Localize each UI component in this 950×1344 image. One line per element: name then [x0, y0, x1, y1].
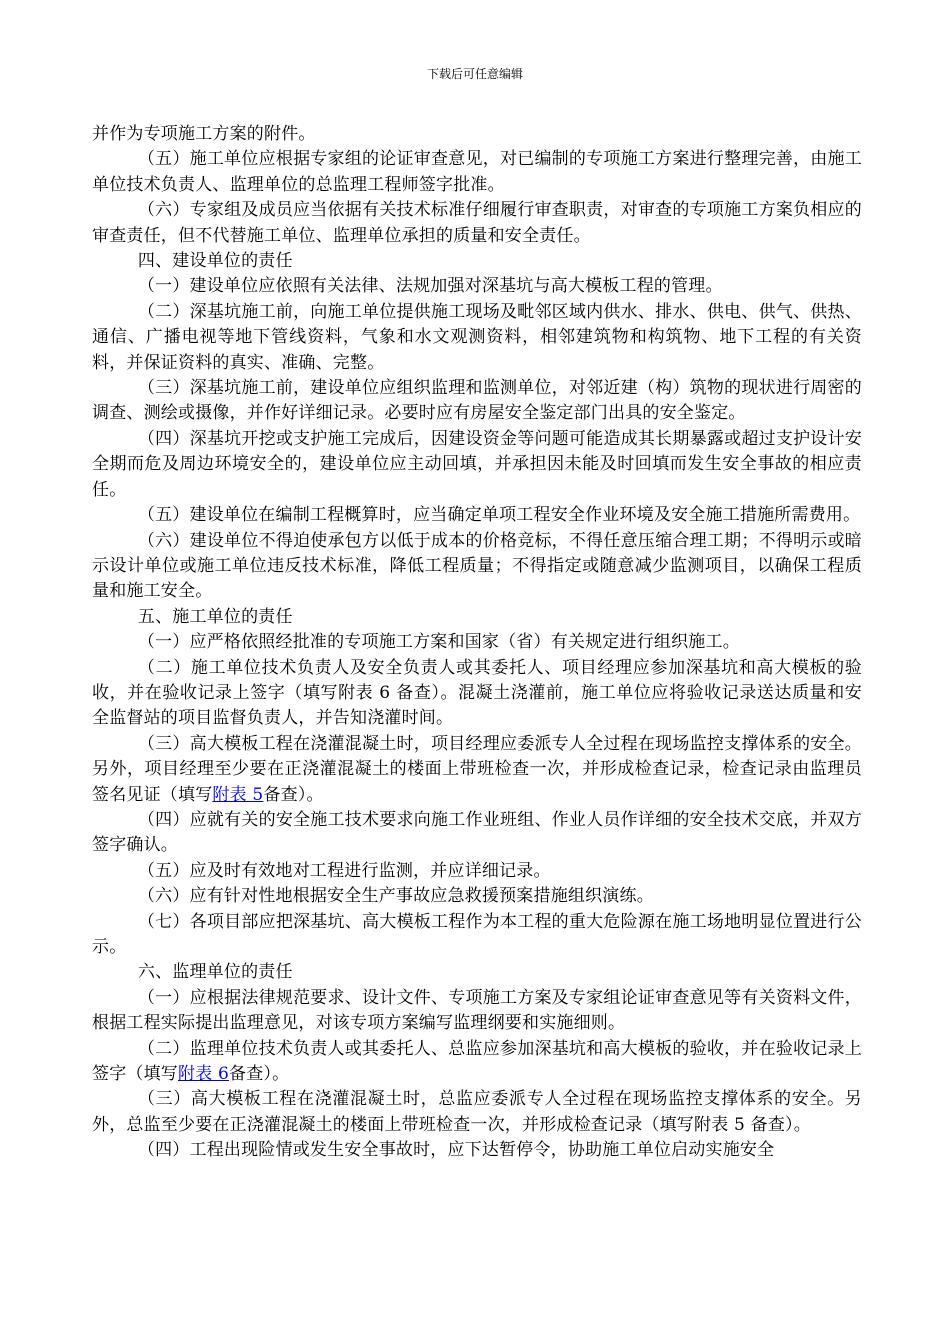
paragraph: 并作为专项施工方案的附件。 [92, 124, 316, 144]
paragraph: （四）应就有关的安全施工技术要求向施工作业班组、作业人员作详细的安全技术交底，并双方签字确认。 [92, 809, 862, 856]
paragraph: （三）深基坑施工前，建设单位应组织监理和监测单位，对邻近建（构）筑物的现状进行周密的调查、测绘或摄像，并作好详细记录。必要时应有房屋安全鉴定部门出具的安全鉴定。 [92, 378, 862, 424]
paragraph: （六）应有针对性地根据安全生产事故应急救援预案措施组织演练。 [137, 886, 654, 907]
paragraph: （六）建设单位不得迫使承包方以低于成本的价格竞标，不得任意压缩合理工期；不得明示或暗示设计单位或施工单位违反技术标准，降低工程质量；不得指定或随意减少监测项目，以确保工程质量和施工安全。 [92, 530, 862, 602]
paragraph: （四）工程出现险情或发生安全事故时，应下达暂停令，协助施工单位启动实施安全 [137, 1140, 775, 1161]
section-heading: 六、监理单位的责任 [137, 962, 293, 983]
paragraph: （四）深基坑开挖或支护施工完成后，因建设资金等问题可能造成其长期暴露或超过支护设计安全期而危及周边环境安全的，建设单位应主动回填，并承担因未能及时回填而发生安全事故的相应责任。 [92, 428, 862, 500]
paragraph: （一）应严格依照经批准的专项施工方案和国家（省）有关规定进行组织施工。 [137, 632, 740, 653]
appendix-5-link[interactable]: 附表 5 [212, 784, 264, 805]
paragraph: （二）施工单位技术负责人及安全负责人或其委托人、项目经理应参加深基坑和高大模板的验收，并在验收记录上签字（填写附表 6 备查）。混凝土浇灌前，施工单位应将验收记录送达质量和安全监督站的项目监督负责人，并告知浇灌时间。 [92, 657, 862, 729]
paragraph: （一）应根据法律规范要求、设计文件、专项施工方案及专家组论证审查意见等有关资料文件，根据工程实际提出监理意见，对该专项方案编写监理纲要和实施细则。 [92, 987, 862, 1034]
paragraph: （五）建设单位在编制工程概算时，应当确定单项工程安全作业环境及安全施工措施所需费用。 [137, 505, 861, 526]
appendix-6-link[interactable]: 附表 6 [178, 1064, 230, 1085]
page-header: 下载后可任意编辑 [426, 67, 523, 81]
section-heading: 五、施工单位的责任 [137, 606, 293, 627]
paragraph-text: 备查）。 [229, 1064, 290, 1085]
paragraph: （三）高大模板工程在浇灌混凝土时，总监应委派专人全过程在现场监控支撑体系的安全。另外，总监至少要在正浇灌混凝土的楼面上带班检查一次，并形成检查记录（填写附表 5 备查）。 [92, 1089, 862, 1135]
paragraph: （一）建设单位应依照有关法律、法规加强对深基坑与高大模板工程的管理。 [137, 276, 723, 297]
section-heading: 四、建设单位的责任 [137, 251, 293, 272]
paragraph [92, 732, 862, 808]
paragraph: （五）施工单位应根据专家组的论证审查意见，对已编制的专项施工方案进行整理完善，由施工单位技术负责人、监理单位的总监理工程师签字批准。 [92, 149, 862, 195]
paragraph: （二）深基坑施工前，向施工单位提供施工现场及毗邻区域内供水、排水、供电、供气、供热、通信、广播电视等地下管线资料，气象和水文观测资料，相邻建筑物和构筑物、地下工程的有关资料，并保证资料的真实、准确、完整。 [92, 301, 862, 373]
paragraph-text: （三）高大模板工程在浇灌混凝土时，项目经理应委派专人全过程在现场监控支撑体系的安全。另外，项目经理至少要在正浇灌混凝土的楼面上带班检查一次，并形成检查记录，检查记录由监理员签名见证（填写 [92, 733, 862, 805]
paragraph-text: （二）监理单位技术负责人或其委托人、总监应参加深基坑和高大模板的验收，并在验收记录上签字（填写 [92, 1038, 862, 1085]
paragraph [92, 1037, 862, 1088]
paragraph: （六）专家组及成员应当依据有关技术标准仔细履行审查职责，对审查的专项施工方案负相应的审查责任，但不代替施工单位、监理单位承担的质量和安全责任。 [92, 200, 862, 246]
document-body [92, 122, 862, 1164]
paragraph: （七）各项目部应把深基坑、高大模板工程作为本工程的重大危险源在施工场地明显位置进行公示。 [92, 911, 862, 957]
paragraph-text: 备查）。 [263, 784, 324, 805]
paragraph: （五）应及时有效地对工程进行监测，并应详细记录。 [137, 860, 551, 881]
